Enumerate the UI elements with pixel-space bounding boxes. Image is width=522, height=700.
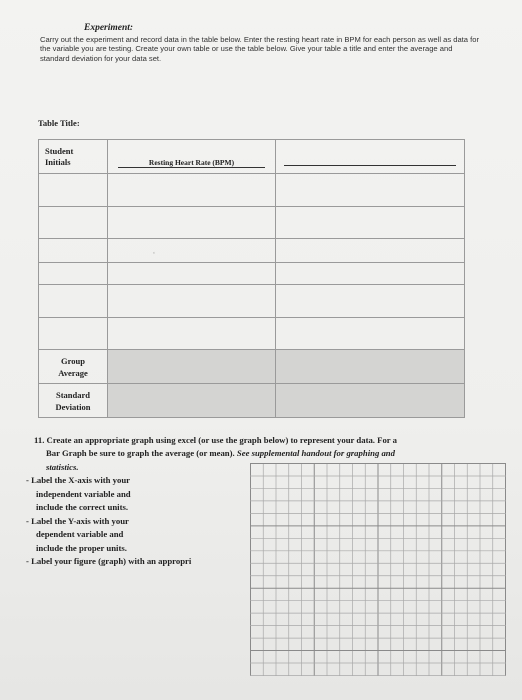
standard-deviation-row <box>39 384 465 418</box>
group-average-cell[interactable] <box>108 350 276 384</box>
table-row <box>39 318 465 350</box>
bullet-y-axis-line1: - Label the Y-axis with your <box>26 515 129 526</box>
question-11-line2 <box>34 447 504 460</box>
question-11-line2-italic: See supplemental handout for graphing and <box>236 448 395 459</box>
table-cell[interactable] <box>108 207 276 239</box>
standard-deviation-cell[interactable] <box>108 384 276 418</box>
table-cell[interactable] <box>108 263 276 285</box>
table-cell[interactable] <box>39 263 108 285</box>
grid-lines <box>250 463 506 676</box>
standard-deviation-line1: Standard <box>55 389 90 400</box>
table-cell[interactable] <box>39 207 108 239</box>
table-title-label: Table Title: <box>38 118 80 128</box>
bullet-x-axis-line3: include the correct units. <box>36 502 129 512</box>
experiment-instructions: Carry out the experiment and record data in the table below. Enter the resting heart rate in BPM for each person as well as data for the variable you are testing. Create your own table or use the table below. Give your table a title and enter the average and standard deviation for your data set. <box>40 35 479 63</box>
table-cell[interactable] <box>108 318 276 350</box>
group-average-label <box>39 350 108 384</box>
header-variable-line <box>284 165 456 166</box>
header-variable-blank[interactable] <box>276 140 465 174</box>
experiment-heading: Experiment: <box>84 23 134 33</box>
standard-deviation-cell[interactable] <box>276 384 465 418</box>
bullet-x-axis-line2: independent variable and <box>36 488 131 499</box>
table-cell[interactable] <box>108 174 276 207</box>
table-cell[interactable] <box>108 285 276 318</box>
table-cell[interactable] <box>276 318 465 350</box>
graph-instructions <box>26 474 256 569</box>
table-row <box>39 207 465 239</box>
group-average-cell[interactable] <box>276 350 465 384</box>
table-cell[interactable] <box>39 318 108 350</box>
table-header-row <box>39 140 465 174</box>
question-11-line1: 11. Create an appropriate graph using excel (or use the graph below) to represent your data. For a <box>34 435 398 445</box>
header-student-line2: Initials <box>45 156 71 167</box>
table-cell[interactable] <box>108 239 276 263</box>
data-table <box>38 139 465 418</box>
table-cell[interactable] <box>276 263 465 285</box>
table-cell[interactable] <box>39 174 108 207</box>
table-cell[interactable] <box>276 207 465 239</box>
bullet-y-axis-line3: include the proper units. <box>36 542 127 553</box>
table-row <box>39 174 465 207</box>
table-cell[interactable] <box>39 239 108 263</box>
table-cell[interactable] <box>39 285 108 318</box>
header-student-initials[interactable] <box>39 140 108 174</box>
table-cell[interactable] <box>276 239 465 263</box>
header-student-line1: Student <box>45 145 74 156</box>
question-11-line2-plain: Bar Graph be sure to graph the average (or mean). <box>46 448 235 459</box>
table-row <box>39 285 465 318</box>
header-resting-heart-rate[interactable] <box>108 140 276 174</box>
bullet-x-axis-line1: - Label the X-axis with your <box>26 475 131 485</box>
pen-mark: ʻ <box>153 252 155 258</box>
header-resting-heart-rate-label: Resting Heart Rate (BPM) <box>118 158 265 168</box>
graph-paper-grid[interactable] <box>250 463 506 676</box>
bullet-y-axis-line2: dependent variable and <box>36 529 124 539</box>
group-average-line2: Average <box>58 367 88 378</box>
standard-deviation-line2: Deviation <box>55 401 91 412</box>
table-cell[interactable] <box>276 285 465 318</box>
table-row <box>39 263 465 285</box>
table-row <box>39 239 465 263</box>
question-11-line3-italic: statistics. <box>46 461 79 472</box>
standard-deviation-label <box>39 384 108 418</box>
table-cell[interactable] <box>276 174 465 207</box>
group-average-line1: Group <box>61 355 85 366</box>
bullet-figure-title: - Label your figure (graph) with an appropri <box>26 556 192 566</box>
group-average-row <box>39 350 465 384</box>
